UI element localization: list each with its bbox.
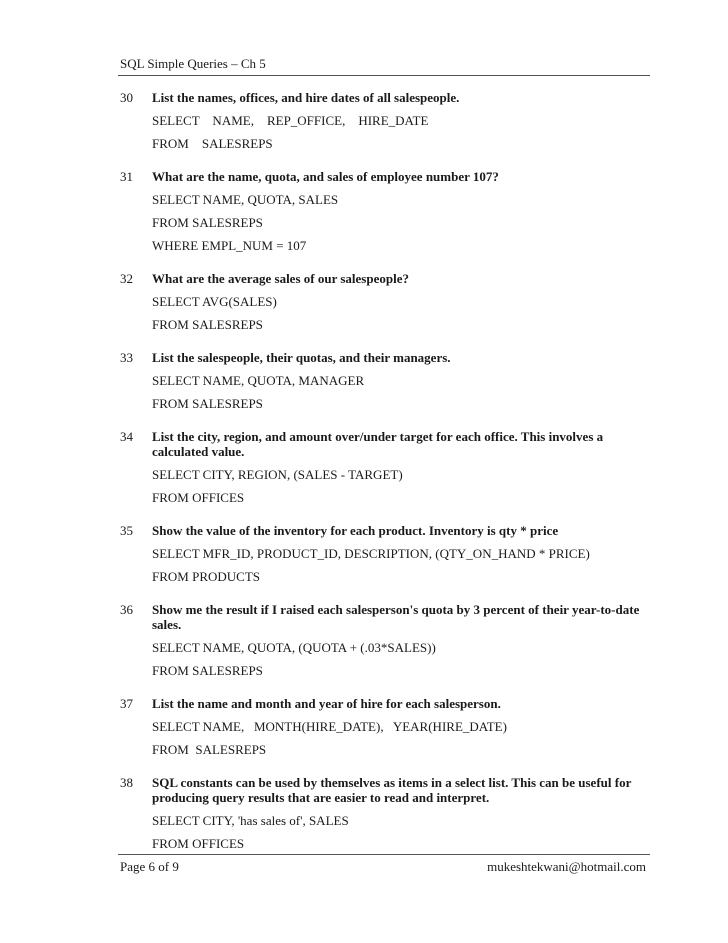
sql-line: FROM OFFICES (152, 836, 245, 851)
question-36 (118, 600, 650, 682)
sql-line: FROM SALESREPS (152, 215, 263, 230)
sql-line: SELECT AVG(SALES) (152, 294, 277, 309)
question-number: 36 (120, 602, 133, 617)
question-number: 37 (120, 696, 133, 711)
page-number: Page 6 of 9 (120, 859, 179, 874)
question-title: Show me the result if I raised each salesperson's quota by 3 percent of their year-to-date sales. (152, 602, 643, 632)
sql-line: SELECT CITY, 'has sales of', SALES (152, 813, 349, 828)
sql-line: SELECT NAME, REP_OFFICE, HIRE_DATE (152, 113, 429, 128)
sql-line: SELECT MFR_ID, PRODUCT_ID, DESCRIPTION, (QTY_ON_HAND * PRICE) (152, 546, 590, 561)
sql-line: WHERE EMPL_NUM = 107 (152, 238, 307, 253)
sql-line: FROM PRODUCTS (152, 569, 261, 584)
question-35 (118, 521, 650, 588)
question-34 (118, 427, 650, 509)
sql-line: SELECT NAME, QUOTA, SALES (152, 192, 339, 207)
question-number: 30 (120, 90, 133, 105)
question-title: SQL constants can be used by themselves as items in a select list. This can be useful for producing query results that are easier to read and interpret. (152, 775, 635, 805)
header-title: SQL Simple Queries – Ch 5 (120, 56, 266, 71)
question-number: 33 (120, 350, 133, 365)
question-number: 34 (120, 429, 133, 444)
page-footer (118, 854, 650, 879)
question-30 (118, 88, 650, 155)
question-32 (118, 269, 650, 336)
sql-line: SELECT NAME, MONTH(HIRE_DATE), YEAR(HIRE_DATE) (152, 719, 507, 734)
question-title: Show the value of the inventory for each product. Inventory is qty * price (152, 523, 559, 538)
sql-line: FROM SALESREPS (152, 663, 263, 678)
sql-line: FROM SALESREPS (152, 396, 263, 411)
sql-line: FROM SALESREPS (152, 317, 263, 332)
question-title: List the name and month and year of hire for each salesperson. (152, 696, 501, 711)
question-37 (118, 694, 650, 761)
author-email: mukeshtekwani@hotmail.com (487, 859, 646, 874)
question-title: What are the average sales of our salespeople? (152, 271, 409, 286)
question-33 (118, 348, 650, 415)
question-number: 38 (120, 775, 133, 790)
question-title: List the city, region, and amount over/under target for each office. This involves a calculated value. (152, 429, 607, 459)
question-title: List the names, offices, and hire dates of all salespeople. (152, 90, 460, 105)
sql-line: SELECT NAME, QUOTA, MANAGER (152, 373, 365, 388)
sql-line: FROM OFFICES (152, 490, 245, 505)
question-list (118, 88, 650, 867)
question-number: 35 (120, 523, 133, 538)
question-31 (118, 167, 650, 257)
question-title: What are the name, quota, and sales of employee number 107? (152, 169, 499, 184)
sql-line: SELECT NAME, QUOTA, (QUOTA + (.03*SALES)) (152, 640, 436, 655)
question-number: 31 (120, 169, 133, 184)
question-38 (118, 773, 650, 855)
sql-line: SELECT CITY, REGION, (SALES - TARGET) (152, 467, 403, 482)
sql-line: FROM SALESREPS (152, 742, 267, 757)
page-header (118, 51, 650, 76)
question-title: List the salespeople, their quotas, and their managers. (152, 350, 451, 365)
question-number: 32 (120, 271, 133, 286)
sql-line: FROM SALESREPS (152, 136, 273, 151)
